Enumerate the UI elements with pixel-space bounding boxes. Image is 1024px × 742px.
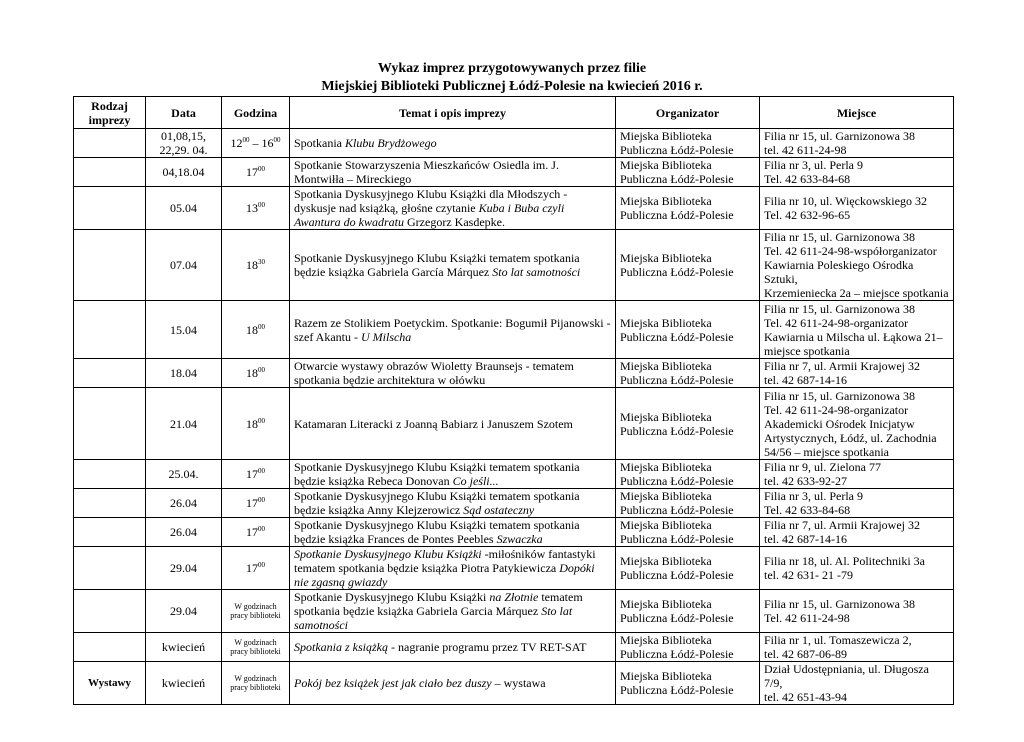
place-line: Akademicki Ośrodek Inicjatyw xyxy=(764,416,915,431)
cell-organizer xyxy=(616,129,760,158)
cell-place xyxy=(760,518,954,547)
place-line: tel. 42 687-14-16 xyxy=(764,373,847,387)
cell-place xyxy=(760,301,954,359)
organizer-line: Miejska Biblioteka xyxy=(620,489,712,503)
topic-text: -miłośników fantastyki tematem spotkania będzie książka Piotra Patykiewicza xyxy=(294,547,596,575)
time-minutes: 00 xyxy=(258,322,265,331)
cell-place xyxy=(760,633,954,662)
place-line: Tel. 42 633-84-68 xyxy=(764,172,851,186)
topic-italic: Szwaczka xyxy=(496,532,543,546)
place-line: Tel. 42 633-84-68 xyxy=(764,503,851,517)
cell-topic xyxy=(290,388,616,460)
cell-date: 29.04 xyxy=(146,590,222,633)
cell-place xyxy=(760,388,954,460)
organizer-line: Publiczna Łódź-Polesie xyxy=(620,423,734,438)
cell-time xyxy=(222,388,290,460)
topic-italic: U Milscha xyxy=(360,329,412,344)
cell-place xyxy=(760,547,954,590)
cell-time xyxy=(222,187,290,230)
cell-date: 25.04. xyxy=(146,460,222,489)
time-hour: 12 xyxy=(230,136,243,150)
cell-topic xyxy=(290,489,616,518)
cell-topic xyxy=(290,590,616,633)
table-row xyxy=(74,489,954,518)
cell-date: kwiecień xyxy=(146,633,222,662)
cell-type: Wystawy xyxy=(74,662,146,705)
cell-type xyxy=(74,633,146,662)
place-line: Filia nr 1, ul. Tomaszewicza 2, xyxy=(764,633,912,647)
table-row xyxy=(74,547,954,590)
organizer-line: Miejska Biblioteka xyxy=(620,158,712,172)
table-row xyxy=(74,359,954,388)
table-row xyxy=(74,518,954,547)
place-line: Filia nr 15, ul. Garnizonowa 38 xyxy=(764,388,915,403)
cell-type xyxy=(74,590,146,633)
organizer-line: Publiczna Łódź-Polesie xyxy=(620,568,734,582)
events-table xyxy=(73,96,954,705)
cell-organizer xyxy=(616,489,760,518)
cell-topic xyxy=(290,359,616,388)
cell-topic xyxy=(290,158,616,187)
cell-topic xyxy=(290,662,616,705)
cell-date: 07.04 xyxy=(146,230,222,301)
place-line: Tel. 42 611-24-98-współorganizator xyxy=(764,244,937,258)
cell-date: 18.04 xyxy=(146,359,222,388)
cell-type xyxy=(74,547,146,590)
topic-text: Spotkania xyxy=(294,136,345,150)
time-minutes: 00 xyxy=(258,561,265,569)
header-row xyxy=(74,97,954,129)
place-line: Filia nr 15, ul. Garnizonowa 38 xyxy=(764,129,915,143)
place-line: Filia nr 15, ul. Garnizonowa 38 xyxy=(764,301,915,316)
cell-time: W godzinach pracy biblioteki xyxy=(222,633,290,662)
cell-organizer xyxy=(616,158,760,187)
place-line: tel. 42 687-06-89 xyxy=(764,647,847,661)
topic-text: Spotkanie Dyskusyjnego Klubu Książki tematem spotkania będzie książka Rebeca Donovan xyxy=(294,460,580,488)
cell-place xyxy=(760,230,954,301)
organizer-line: Publiczna Łódź-Polesie xyxy=(620,532,734,546)
cell-date: 26.04 xyxy=(146,518,222,547)
organizer-line: Miejska Biblioteka xyxy=(620,129,712,143)
cell-place xyxy=(760,460,954,489)
cell-type xyxy=(74,388,146,460)
cell-organizer xyxy=(616,460,760,489)
organizer-line: Miejska Biblioteka xyxy=(620,315,712,330)
place-line: Filia nr 18, ul. Al. Politechniki 3a xyxy=(764,554,925,568)
organizer-line: Miejska Biblioteka xyxy=(620,633,712,647)
cell-type xyxy=(74,489,146,518)
title-line-1: Wykaz imprez przygotowywanych przez filie xyxy=(377,61,647,76)
topic-text: Spotkanie Dyskusyjnego Klubu Książki xyxy=(294,590,490,604)
organizer-line: Miejska Biblioteka xyxy=(620,194,712,208)
place-line: miejsce spotkania xyxy=(764,343,850,358)
cell-type xyxy=(74,230,146,301)
topic-italic-tail: Dopóki nie zgasną gwiazdy xyxy=(294,561,595,589)
topic-text-mid: tematem spotkania będzie książka Gabriela Garcia Márquez xyxy=(294,590,583,618)
time-minutes-end: 00 xyxy=(273,136,281,144)
cell-topic xyxy=(290,518,616,547)
time-minutes: 00 xyxy=(242,136,250,144)
topic-text: - nagranie programu przez TV RET-SAT xyxy=(388,640,587,654)
place-line: Dział Udostępniania, ul. Długosza 7/9, xyxy=(764,662,929,690)
cell-time xyxy=(222,489,290,518)
cell-organizer xyxy=(616,633,760,662)
cell-date: kwiecień xyxy=(146,662,222,705)
cell-organizer xyxy=(616,547,760,590)
cell-topic xyxy=(290,301,616,359)
cell-place xyxy=(760,662,954,705)
cell-organizer xyxy=(616,359,760,388)
topic-italic: Klubu Brydżowego xyxy=(345,136,437,150)
cell-time: W godzinach pracy biblioteki xyxy=(222,590,290,633)
cell-time xyxy=(222,518,290,547)
cell-topic xyxy=(290,187,616,230)
topic-text: Spotkanie Stowarzyszenia Mieszkańców Osiedla im. J. Montwiłła – Mireckiego xyxy=(294,158,559,186)
time-hour: 17 xyxy=(246,467,258,481)
time-minutes: 00 xyxy=(258,416,265,425)
table-row xyxy=(74,662,954,705)
time-minutes: 00 xyxy=(258,201,265,209)
organizer-line: Miejska Biblioteka xyxy=(620,518,712,532)
table-row xyxy=(74,460,954,489)
organizer-line: Miejska Biblioteka xyxy=(620,554,712,568)
place-line: Artystycznych, Łódź, ul. Zachodnia xyxy=(764,430,937,445)
cell-topic xyxy=(290,460,616,489)
organizer-line: Publiczna Łódź-Polesie xyxy=(620,474,734,488)
cell-organizer xyxy=(616,230,760,301)
organizer-line: Miejska Biblioteka xyxy=(620,597,712,611)
organizer-line: Miejska Biblioteka xyxy=(620,669,712,683)
organizer-line: Publiczna Łódź-Polesie xyxy=(620,373,734,387)
time-hour: 17 xyxy=(246,561,258,575)
cell-time xyxy=(222,547,290,590)
col-header-place: Miejsce xyxy=(760,97,954,129)
cell-organizer xyxy=(616,518,760,547)
organizer-line: Publiczna Łódź-Polesie xyxy=(620,683,734,697)
topic-italic: Sąd ostateczny xyxy=(463,503,535,517)
organizer-line: Publiczna Łódź-Polesie xyxy=(620,265,734,279)
cell-time xyxy=(222,158,290,187)
time-hour: 18 xyxy=(246,366,258,380)
title-line-2: Miejskiej Biblioteki Publicznej Łódź-Polesie na kwiecień 2016 r. xyxy=(321,79,703,94)
time-hour: 18 xyxy=(246,258,258,272)
cell-date: 21.04 xyxy=(146,388,222,460)
cell-topic xyxy=(290,633,616,662)
cell-organizer xyxy=(616,301,760,359)
table-row xyxy=(74,187,954,230)
topic-text: Katamaran Literacki z Joanną Babiarz i Januszem Szotem xyxy=(294,416,573,431)
topic-italic-tail: Sto lat samotności xyxy=(294,604,573,632)
cell-type xyxy=(74,187,146,230)
time-minutes: 00 xyxy=(258,366,265,374)
place-line: Filia nr 9, ul. Zielona 77 xyxy=(764,460,881,474)
time-minutes: 00 xyxy=(258,496,265,504)
place-line: tel. 42 651-43-94 xyxy=(764,690,847,704)
cell-time xyxy=(222,460,290,489)
topic-italic: Co jeśli... xyxy=(452,474,499,488)
organizer-line: Publiczna Łódź-Polesie xyxy=(620,208,734,222)
organizer-line: Publiczna Łódź-Polesie xyxy=(620,172,734,186)
place-line: tel. 42 611-24-98 xyxy=(764,143,847,157)
place-line: Kawiarnia Poleskiego Ośrodka Sztuki, xyxy=(764,258,914,286)
time-minutes: 00 xyxy=(258,467,265,475)
place-line: tel. 42 631- 21 -79 xyxy=(764,568,853,582)
time-minutes: 30 xyxy=(258,258,265,266)
organizer-line: Miejska Biblioteka xyxy=(620,359,712,373)
time-hour: 18 xyxy=(246,416,258,431)
organizer-line: Publiczna Łódź-Polesie xyxy=(620,647,734,661)
topic-text: Spotkanie Dyskusyjnego Klubu Książki tematem spotkania będzie książka Anny Klejzerowicz xyxy=(294,489,580,517)
cell-organizer xyxy=(616,590,760,633)
organizer-line: Publiczna Łódź-Polesie xyxy=(620,611,734,625)
table-row xyxy=(74,230,954,301)
cell-type xyxy=(74,460,146,489)
time-hour: 18 xyxy=(246,322,258,337)
cell-place xyxy=(760,187,954,230)
cell-place xyxy=(760,158,954,187)
cell-place xyxy=(760,129,954,158)
topic-italic: na Złotnie xyxy=(489,590,539,604)
cell-date: 15.04 xyxy=(146,301,222,359)
topic-text-tail: Grzegorz Kasdepke. xyxy=(404,215,505,229)
place-line: Filia nr 3, ul. Perla 9 xyxy=(764,489,863,503)
cell-topic xyxy=(290,129,616,158)
topic-italic: Spotkania z książką xyxy=(294,640,388,654)
col-header-type: Rodzaj imprezy xyxy=(74,97,146,129)
topic-text: Spotkanie Dyskusyjnego Klubu Książki tematem spotkania będzie książka Frances de Pontes Peebles xyxy=(294,518,580,546)
place-line: Tel. 42 611-24-98-organizator xyxy=(764,402,909,417)
cell-organizer xyxy=(616,388,760,460)
topic-italic: Kuba i Buba czyli Awantura do kwadratu xyxy=(294,201,565,229)
cell-type xyxy=(74,518,146,547)
topic-text: Spotkanie Dyskusyjnego Klubu Książki tematem spotkania będzie książka Gabriela García Márquez xyxy=(294,251,580,279)
place-line: Krzemieniecka 2a – miejsce spotkania xyxy=(764,286,949,300)
cell-organizer xyxy=(616,187,760,230)
time-minutes: 00 xyxy=(258,525,265,533)
col-header-time: Godzina xyxy=(222,97,290,129)
cell-type xyxy=(74,301,146,359)
place-line: Filia nr 7, ul. Armii Krajowej 32 xyxy=(764,518,920,532)
document-title xyxy=(0,60,1024,96)
cell-date: 04,18.04 xyxy=(146,158,222,187)
table-row xyxy=(74,633,954,662)
organizer-line: Miejska Biblioteka xyxy=(620,460,712,474)
cell-date: 29.04 xyxy=(146,547,222,590)
time-hour: 13 xyxy=(246,201,258,215)
cell-date: 01,08,15, 22,29. 04. xyxy=(146,129,222,158)
topic-text: – wystawa xyxy=(491,676,546,690)
cell-time xyxy=(222,359,290,388)
place-line: 54/56 – miejsce spotkania xyxy=(764,444,889,459)
place-line: Filia nr 15, ul. Garnizonowa 38 xyxy=(764,230,915,244)
cell-time xyxy=(222,230,290,301)
cell-place xyxy=(760,590,954,633)
time-hour: 17 xyxy=(246,525,258,539)
place-line: Filia nr 3, ul. Perla 9 xyxy=(764,158,863,172)
organizer-line: Publiczna Łódź-Polesie xyxy=(620,329,734,344)
place-line: tel. 42 633-92-27 xyxy=(764,474,847,488)
topic-italic: Sto lat samotności xyxy=(492,265,581,279)
topic-text: Spotkania Dyskusyjnego Klubu Książki dla Młodszych - dyskusje nad książką, głośne czytanie xyxy=(294,187,568,215)
table-row xyxy=(74,590,954,633)
table-row xyxy=(74,388,954,460)
place-line: Tel. 42 632-96-65 xyxy=(764,208,851,222)
place-line: Kawiarnia u Milscha ul. Łąkowa 21– xyxy=(764,329,943,344)
organizer-line: Publiczna Łódź-Polesie xyxy=(620,143,734,157)
time-hour: 17 xyxy=(246,496,258,510)
organizer-line: Miejska Biblioteka xyxy=(620,251,712,265)
cell-place xyxy=(760,489,954,518)
col-header-date: Data xyxy=(146,97,222,129)
time-hour-end: 16 xyxy=(261,136,274,150)
cell-topic xyxy=(290,547,616,590)
place-line: Filia nr 7, ul. Armii Krajowej 32 xyxy=(764,359,920,373)
time-minutes: 00 xyxy=(258,165,265,173)
place-line: tel. 42 687-14-16 xyxy=(764,532,847,546)
time-hour: 17 xyxy=(246,165,258,179)
topic-italic: Pokój bez książek jest jak ciało bez duszy xyxy=(294,676,492,690)
cell-organizer xyxy=(616,662,760,705)
topic-italic: Spotkanie Dyskusyjnego Klubu Książki xyxy=(294,547,482,561)
table-row xyxy=(74,158,954,187)
cell-time xyxy=(222,129,290,158)
cell-type xyxy=(74,158,146,187)
cell-type xyxy=(74,129,146,158)
topic-text: Otwarcie wystawy obrazów Wioletty Braunsejs - tematem spotkania będzie architektura w ołówku xyxy=(294,359,574,387)
cell-date: 05.04 xyxy=(146,187,222,230)
table-row xyxy=(74,129,954,158)
cell-place xyxy=(760,359,954,388)
place-line: Tel. 42 611-24-98 xyxy=(764,611,850,625)
cell-date: 26.04 xyxy=(146,489,222,518)
table-row xyxy=(74,301,954,359)
place-line: Tel. 42 611-24-98-organizator xyxy=(764,315,909,330)
cell-time: W godzinach pracy biblioteki xyxy=(222,662,290,705)
organizer-line: Miejska Biblioteka xyxy=(620,409,712,424)
col-header-organizer: Organizator xyxy=(616,97,760,129)
topic-text: Razem ze Stolikiem Poetyckim. Spotkanie: Bogumił Pijanowski - szef Akantu - xyxy=(294,315,611,344)
cell-type xyxy=(74,359,146,388)
place-line: Filia nr 10, ul. Więckowskiego 32 xyxy=(764,194,927,208)
organizer-line: Publiczna Łódź-Polesie xyxy=(620,503,734,517)
place-line: Filia nr 15, ul. Garnizonowa 38 xyxy=(764,597,915,611)
time-separator: – xyxy=(249,136,262,150)
col-header-topic: Temat i opis imprezy xyxy=(290,97,616,129)
cell-topic xyxy=(290,230,616,301)
cell-time xyxy=(222,301,290,359)
